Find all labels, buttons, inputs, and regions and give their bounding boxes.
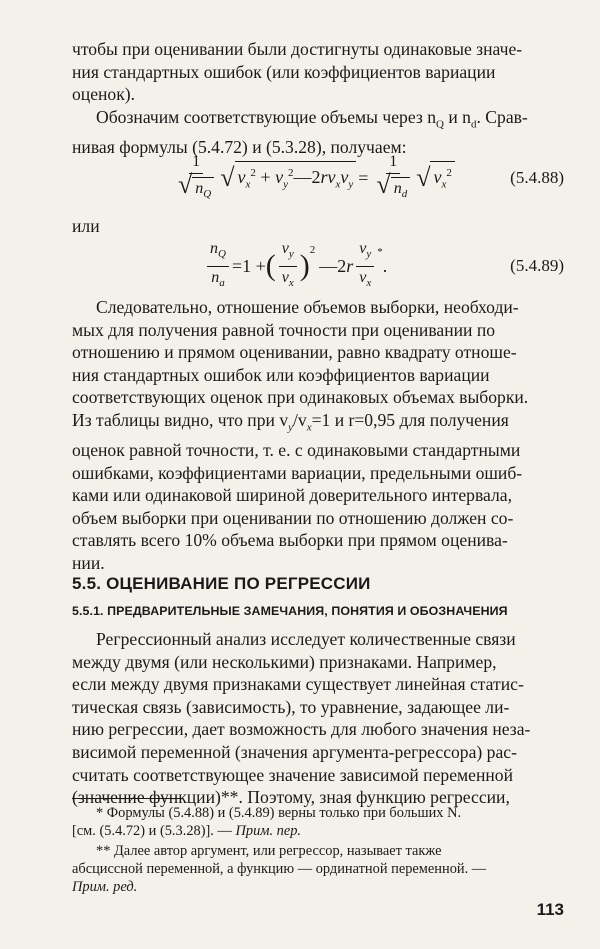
text-line: ками или одинаковой шириной доверительного интервала, <box>72 485 512 506</box>
text-line: Обозначим соответствующие объемы через $n_Q$ и $n_d$. Срав- <box>96 107 528 131</box>
subsection-heading: 5.5.1. ПРЕДВАРИТЕЛЬНЫЕ ЗАМЕЧАНИЯ, ПОНЯТИЯ И ОБОЗНАЧЕНИЯ <box>72 604 508 618</box>
text-line: ния стандартных ошибок или коэффициентов вариации <box>72 364 490 385</box>
equation-5-4-89 <box>72 236 564 296</box>
word-or: или <box>72 216 100 236</box>
text-line: ошибками, коэффициентами вариации, предельными ошиб- <box>72 462 523 483</box>
text-line: нивая формулы (5.4.72) и (5.3.28), получаем: <box>72 137 407 158</box>
text-line: оценок равной точности, т. е. с одинаковыми стандартными <box>72 440 521 461</box>
equation-body: $\frac{1}{√ n_Q}$ √ $v_x^2$ + $v_y^2—2rv_xv_y$ = $\frac{1}{√ n_d}$ √ $v_x^2$ <box>172 148 455 208</box>
section-heading: 5.5. ОЦЕНИВАНИЕ ПО РЕГРЕССИИ <box>72 574 371 593</box>
equation-5-4-88 <box>72 148 564 208</box>
text-line: отношению и прямом оценивании, равно квадрату отноше- <box>72 342 517 363</box>
text-line: объем выборки при оценивании по отношению должен со- <box>72 507 514 528</box>
text-line: считать соответствующее значение зависимой переменной <box>72 764 514 785</box>
text-line: чтобы при оценивании были достигнуты одинаковые значе- <box>72 39 523 59</box>
equation-number: (5.4.89) <box>510 256 564 275</box>
fraction: $\frac{1}{√ n_d}$ <box>373 151 413 205</box>
fraction: $\frac{v_y}{v_x}$ <box>279 238 297 293</box>
footnote-2: ** Далее автор аргумент, или регрессор, называет также абсциссной переменной, а функцию — ординатной переменной. — Прим. ред. <box>72 843 487 895</box>
text-line: между двумя (или несколькими) признаками. Например, <box>72 651 497 672</box>
text-line: висимой переменной (значения аргумента-регрессора) рас- <box>72 741 517 762</box>
text-line: если между двумя признаками существует линейная статис- <box>72 674 524 695</box>
paragraph-regression <box>72 628 564 809</box>
text-line: нию регрессии, дает возможность для любого значения неза- <box>72 719 531 740</box>
text-line: (значение функции)**. Поэтому, зная функцию регрессии, <box>72 787 510 808</box>
text-line: мых для получения равной точности при оценивании по <box>72 319 496 340</box>
equation-number: (5.4.88) <box>510 168 564 187</box>
fraction: $\frac{n_Q}{n_a}$ <box>207 238 229 293</box>
text-line: Регрессионный анализ исследует количественные связи <box>96 629 516 649</box>
fraction: $\frac{1}{√ n_Q}$ <box>175 151 217 205</box>
footnote-rule <box>72 798 182 799</box>
footnote-1: * Формулы (5.4.88) и (5.4.89) верны только при больших N. [см. (5.4.72) и (5.3.28)]. — Прим. пер. <box>72 805 462 839</box>
page-number: 113 <box>536 900 564 919</box>
equation-body: $\frac{n_Q}{n_a}$ =1 + ( $\frac{v_y}{v_x}$ ) $^2$ —2 r $\frac{v_y}{v_x}$ * . <box>204 236 387 296</box>
text-line: нии. <box>72 553 105 574</box>
text-line: тическая связь (зависимость), то уравнение, задающее ли- <box>72 696 510 717</box>
radicand: $v_x^2$ + $v_y^2—2rv_xv_y$ <box>235 161 357 196</box>
text-line: соответствующих оценок при одинаковых объемах выборки. <box>72 387 529 408</box>
text-line: Из таблицы видно, что при $v_y/v_x=1$ и r=0,95 для получения <box>72 409 509 434</box>
text-line: оценок). <box>72 84 136 105</box>
paragraph-continuation <box>72 38 564 106</box>
text-line: ставлять всего 10% объема выборки при прямом оценива- <box>72 530 508 551</box>
text-line: ния стандартных ошибок (или коэффициентов вариации <box>72 61 496 82</box>
text-line: Следовательно, отношение объемов выборки, необходи- <box>96 297 519 317</box>
paragraph-conclusion <box>72 296 564 575</box>
fraction: $\frac{v_y}{v_x}$ <box>356 238 374 293</box>
